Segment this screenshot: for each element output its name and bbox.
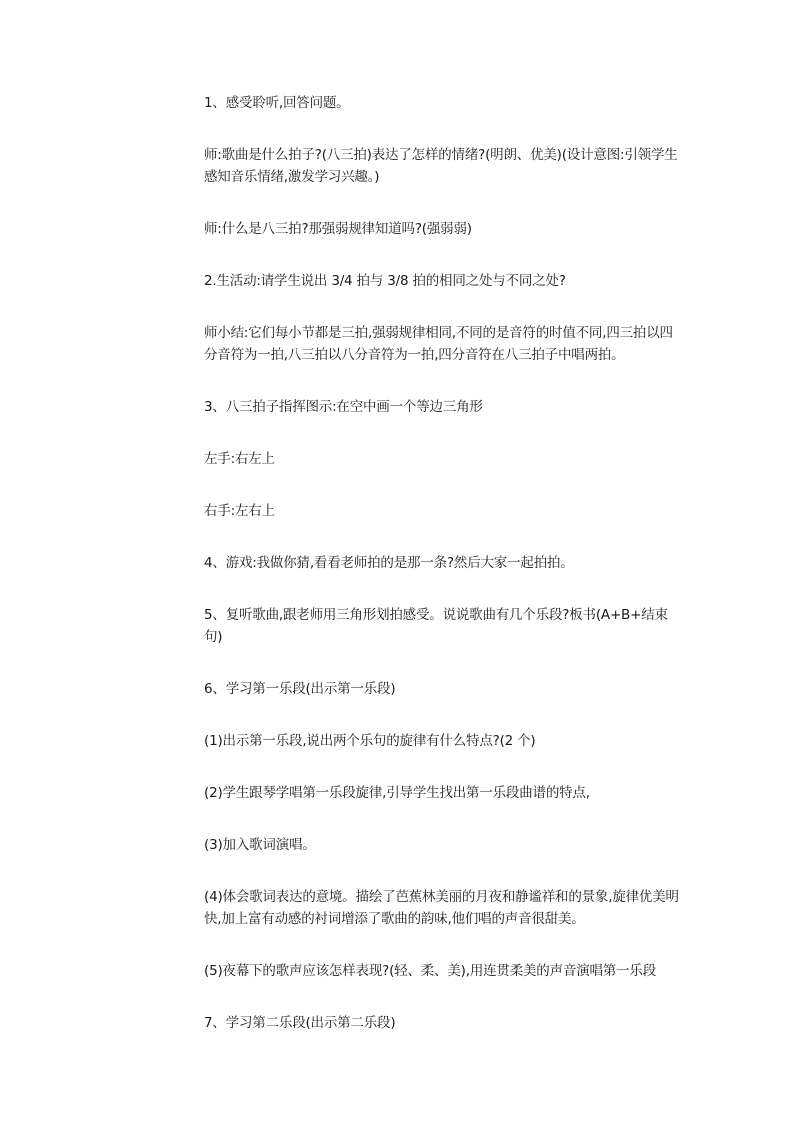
- paragraph-3: 师:什么是八三拍?那强弱规律知道吗?(强弱弱): [204, 221, 472, 237]
- paragraph-14: (3)加入歌词演唱。: [204, 837, 316, 853]
- paragraph-1: 1、感受聆听,回答问题。: [204, 95, 350, 111]
- paragraph-17: 7、学习第二乐段(出示第二乐段): [204, 1015, 396, 1031]
- paragraph-10: 5、复听歌曲,跟老师用三角形划拍感受。说说歌曲有几个乐段?板书(A+B+结束句): [204, 607, 668, 645]
- paragraph-5: 师小结:它们每小节都是三拍,强弱规律相同,不同的是音符的时值不同,四三拍以四分音符为一拍,八三拍以八分音符为一拍,四分音符在八三拍子中唱两拍。: [204, 325, 673, 363]
- paragraph-9: 4、游戏:我做你猜,看看老师拍的是那一条?然后大家一起拍拍。: [204, 555, 574, 571]
- paragraph-16: (5)夜幕下的歌声应该怎样表现?(轻、柔、美),用连贯柔美的声音演唱第一乐段: [204, 963, 657, 979]
- paragraph-15: (4)体会歌词表达的意境。描绘了芭蕉林美丽的月夜和静谧祥和的景象,旋律优美明快,加上富有动感的衬词增添了歌曲的韵味,他们唱的声音很甜美。: [204, 889, 679, 927]
- paragraph-11: 6、学习第一乐段(出示第一乐段): [204, 681, 396, 697]
- paragraph-7: 左手:右左上: [204, 451, 275, 467]
- document-page: [204, 92, 680, 1034]
- paragraph-13: (2)学生跟琴学唱第一乐段旋律,引导学生找出第一乐段曲谱的特点,: [204, 785, 590, 801]
- paragraph-8: 右手:左右上: [204, 503, 275, 519]
- paragraph-12: (1)出示第一乐段,说出两个乐句的旋律有什么特点?(2 个): [204, 733, 536, 749]
- paragraph-4: 2.生活动:请学生说出 3/4 拍与 3/8 拍的相同之处与不同之处?: [204, 273, 566, 289]
- paragraph-2: 师:歌曲是什么拍子?(八三拍)表达了怎样的情绪?(明朗、优美)(设计意图:引领学生感知音乐情绪,激发学习兴趣。): [204, 147, 678, 185]
- paragraph-6: 3、八三拍子指挥图示:在空中画一个等边三角形: [204, 399, 483, 415]
